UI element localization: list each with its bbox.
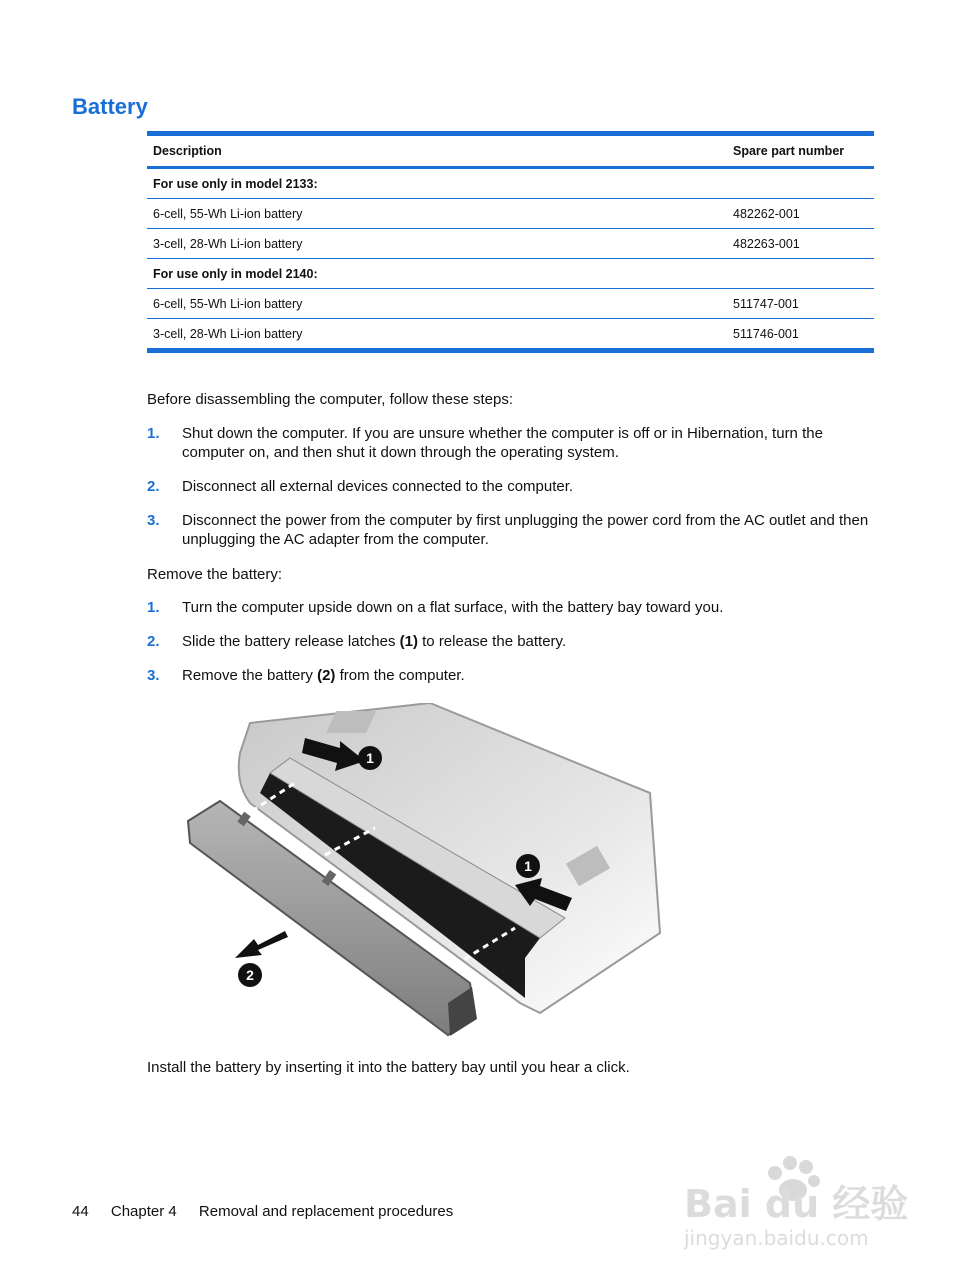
callout-1-label: 1 (366, 750, 374, 766)
step-text: Shut down the computer. If you are unsure whether the computer is off or in Hibernation, turn the computer on, and then shut it down through the operating system. (182, 425, 823, 461)
table-header-row (147, 134, 874, 168)
table-row (147, 199, 874, 229)
step-number: 2. (147, 478, 160, 495)
list-item (147, 632, 874, 651)
table-cell-part-number: 511747-001 (727, 289, 874, 319)
watermark-url: jingyan.baidu.com (684, 1226, 869, 1250)
table-row (147, 229, 874, 259)
callout-reference: (2) (317, 667, 336, 684)
column-header-description: Description (147, 134, 727, 168)
callout-2-label: 2 (246, 967, 254, 983)
step-number: 1. (147, 599, 160, 616)
battery-removal-illustration (180, 703, 670, 1043)
list-item (147, 424, 874, 462)
table-row (147, 289, 874, 319)
footer-chapter: Chapter 4 (110, 1203, 177, 1220)
list-item (147, 511, 874, 549)
table-row (147, 319, 874, 351)
step-text: Slide the battery release latches (182, 633, 400, 650)
table-cell-part-number: 482262-001 (727, 199, 874, 229)
baidu-watermark (680, 1145, 910, 1255)
step-number: 3. (147, 512, 160, 529)
step-text: Disconnect all external devices connected to the computer. (182, 478, 574, 495)
table-cell-description: 6-cell, 55-Wh Li-ion battery (147, 289, 727, 319)
table-group-heading: For use only in model 2140: (147, 259, 874, 289)
step-text: Disconnect the power from the computer by first unplugging the power cord from the AC outlet and then unplugging the AC adapter from the computer. (182, 512, 869, 548)
preparation-steps (147, 424, 874, 564)
install-text: Install the battery by inserting it into the battery bay until you hear a click. (147, 1059, 630, 1076)
removal-arrow (235, 931, 288, 958)
intro-text: Before disassembling the computer, follow these steps: (147, 391, 514, 408)
table-cell-description: 3-cell, 28-Wh Li-ion battery (153, 326, 303, 341)
table-cell-part-number: 511746-001 (733, 326, 799, 341)
page-number: 44 (72, 1203, 89, 1220)
removal-steps (147, 598, 874, 700)
table-row (147, 259, 874, 289)
table-cell-description: 3-cell, 28-Wh Li-ion battery (147, 229, 727, 259)
step-number: 3. (147, 667, 160, 684)
list-item (147, 598, 874, 617)
step-text: Turn the computer upside down on a flat surface, with the battery bay toward you. (182, 599, 724, 616)
page-footer (72, 1203, 471, 1220)
table-row (147, 168, 874, 199)
page-title: Battery (72, 94, 148, 119)
callout-1-label: 1 (524, 858, 532, 874)
step-number: 2. (147, 633, 160, 650)
footer-section: Removal and replacement procedures (198, 1203, 454, 1220)
step-number: 1. (147, 425, 160, 442)
step-text: Remove the battery (182, 667, 318, 684)
step-text: from the computer. (335, 667, 465, 684)
column-header-part-number: Spare part number (727, 134, 874, 168)
table-cell-part-number: 482263-001 (727, 229, 874, 259)
table-group-heading: For use only in model 2133: (147, 168, 874, 199)
spare-parts-table (147, 131, 874, 353)
watermark-brand: Bai du 经验 (684, 1182, 909, 1226)
remove-intro-text: Remove the battery: (147, 566, 283, 583)
callout-reference: (1) (399, 633, 418, 650)
table-cell-description: 6-cell, 55-Wh Li-ion battery (147, 199, 727, 229)
list-item (147, 666, 874, 685)
step-text: to release the battery. (417, 633, 567, 650)
list-item (147, 477, 874, 496)
